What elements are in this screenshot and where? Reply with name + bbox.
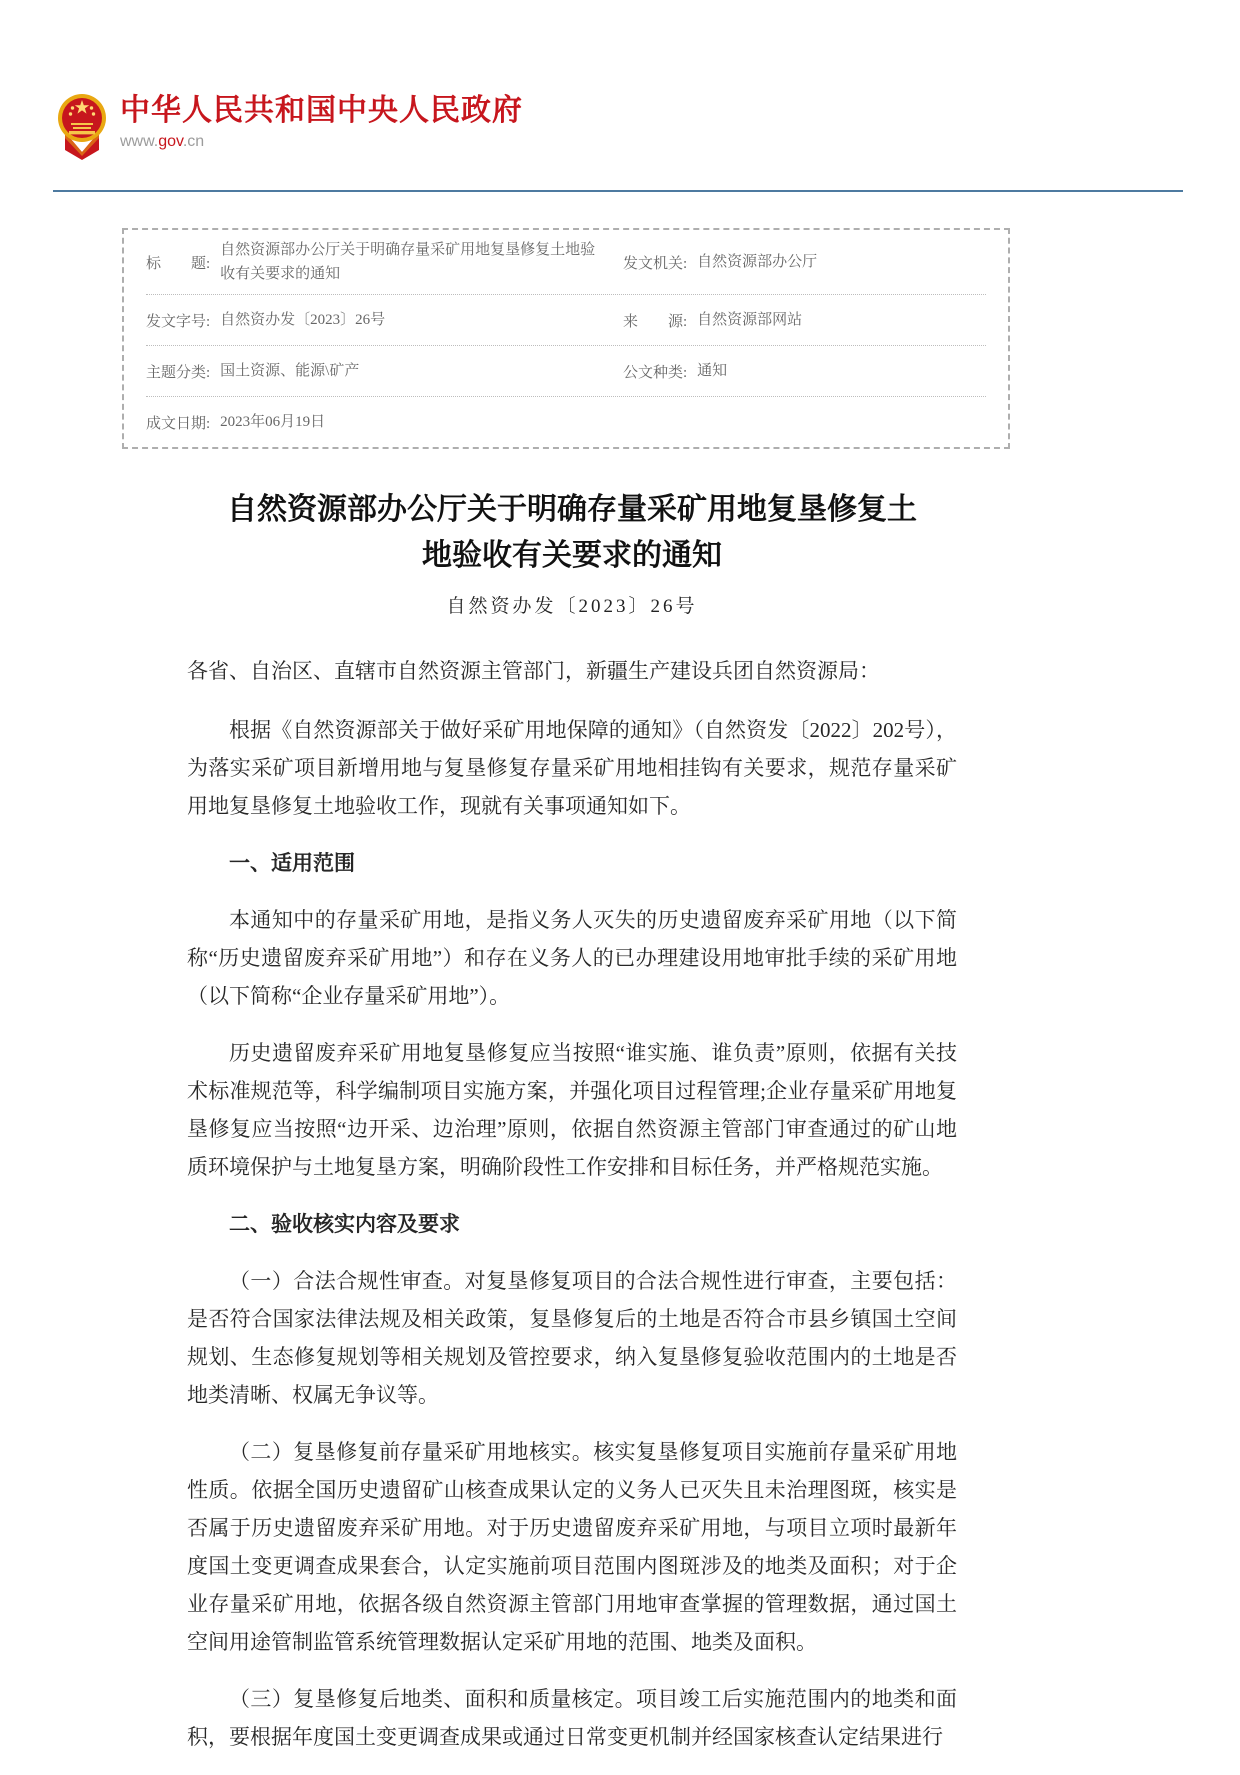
meta-label-doc-number: 发文字号:	[146, 313, 211, 330]
paragraph-scope-definition: 本通知中的存量采矿用地，是指义务人灭失的历史遗留废弃采矿用地（以下简称“历史遗留废弃采矿用地”）和存在义务人的已办理建设用地审批手续的采矿用地（以下简称“企业存量采矿用地”）。	[187, 908, 957, 1008]
header-divider	[53, 190, 1183, 192]
doc-title: 自然资源部办公厅关于明确存量采矿用地复垦修复土地验收有关要求的通知	[227, 493, 917, 572]
document-meta-box	[122, 228, 1010, 449]
meta-row-subject	[146, 345, 986, 396]
site-url[interactable]	[120, 133, 523, 151]
article	[187, 487, 957, 1756]
meta-cell-issuing-agency	[623, 250, 986, 274]
meta-cell-title	[146, 238, 623, 286]
meta-value-title: 自然资源部办公厅关于明确存量采矿用地复垦修复土地验收有关要求的通知	[220, 242, 596, 282]
meta-value-source: 自然资源部网站	[697, 312, 803, 328]
meta-value-doc-number: 自然资办发〔2023〕26号	[220, 312, 386, 328]
national-emblem-icon[interactable]	[57, 92, 107, 160]
meta-label-source: 来 源:	[623, 313, 688, 330]
meta-cell-source	[623, 308, 986, 332]
site-url-suffix: .cn	[182, 133, 205, 150]
meta-cell-date	[146, 410, 623, 434]
meta-value-doc-type: 通知	[697, 363, 728, 379]
paragraph-item-2: （二）复垦修复前存量采矿用地核实。核实复垦修复项目实施前存量采矿用地性质。依据全国历史遗留矿山核查成果认定的义务人已灭失且未治理图斑，核实是否属于历史遗留废弃采矿用地。对于历史遗留废弃采矿用地，与项目立项时最新年度国土变更调查成果套合，认定实施前项目范围内图斑涉及的地类及面积；对于企业存量采矿用地，依据各级自然资源主管部门用地审查掌握的管理数据，通过国土空间用途管制监管系统管理数据认定采矿用地的范围、地类及面积。	[187, 1440, 957, 1654]
meta-label-date: 成文日期:	[146, 415, 211, 432]
section-heading-2: 二、验收核实内容及要求	[229, 1212, 460, 1236]
meta-label-doc-type: 公文种类:	[623, 364, 688, 381]
meta-label-subject: 主题分类:	[146, 364, 211, 381]
site-title[interactable]: 中华人民共和国中央人民政府	[120, 94, 523, 127]
meta-cell-doc-type	[623, 359, 986, 383]
section-heading-1: 一、适用范围	[229, 851, 355, 875]
meta-value-date: 2023年06月19日	[220, 414, 326, 430]
brand-text	[120, 92, 523, 151]
meta-value-subject: 国土资源、能源\矿产	[220, 363, 360, 379]
meta-label-title: 标 题:	[146, 255, 211, 272]
meta-label-issuing-agency: 发文机关:	[623, 255, 688, 272]
meta-row-doc-number	[146, 294, 986, 345]
site-url-highlight: gov	[158, 133, 183, 150]
meta-value-issuing-agency: 自然资源部办公厅	[697, 254, 818, 270]
meta-cell-subject	[146, 359, 623, 383]
meta-cell-doc-number	[146, 308, 623, 332]
paragraph-item-3: （三）复垦修复后地类、面积和质量核定。项目竣工后实施范围内的地类和面积，要根据年度国土变更调查成果或通过日常变更机制并经国家核查认定结果进行	[187, 1687, 957, 1749]
site-url-prefix: www.	[120, 133, 159, 150]
meta-row-date	[146, 396, 986, 447]
paragraph-item-1: （一）合法合规性审查。对复垦修复项目的合法合规性进行审查，主要包括：是否符合国家法律法规及相关政策，复垦修复后的土地是否符合市县乡镇国土空间规划、生态修复规划等相关规划及管控要求，纳入复垦修复验收范围内的土地是否地类清晰、权属无争议等。	[187, 1269, 957, 1407]
site-header	[0, 0, 1240, 160]
meta-row-title	[146, 230, 986, 294]
doc-number: 自然资办发〔2023〕26号	[446, 596, 698, 617]
paragraph-principles: 历史遗留废弃采矿用地复垦修复应当按照“谁实施、谁负责”原则，依据有关技术标准规范等，科学编制项目实施方案，并强化项目过程管理;企业存量采矿用地复垦修复应当按照“边开采、边治理”原则，依据自然资源主管部门审查通过的矿山地质环境保护与土地复垦方案，明确阶段性工作安排和目标任务，并严格规范实施。	[187, 1041, 957, 1179]
paragraph-basis: 根据《自然资源部关于做好采矿用地保障的通知》（自然资发〔2022〕202号），为落实采矿项目新增用地与复垦修复存量采矿用地相挂钩有关要求，规范存量采矿用地复垦修复土地验收工作，现就有关事项通知如下。	[187, 718, 957, 818]
salutation: 各省、自治区、直辖市自然资源主管部门，新疆生产建设兵团自然资源局：	[187, 659, 880, 683]
